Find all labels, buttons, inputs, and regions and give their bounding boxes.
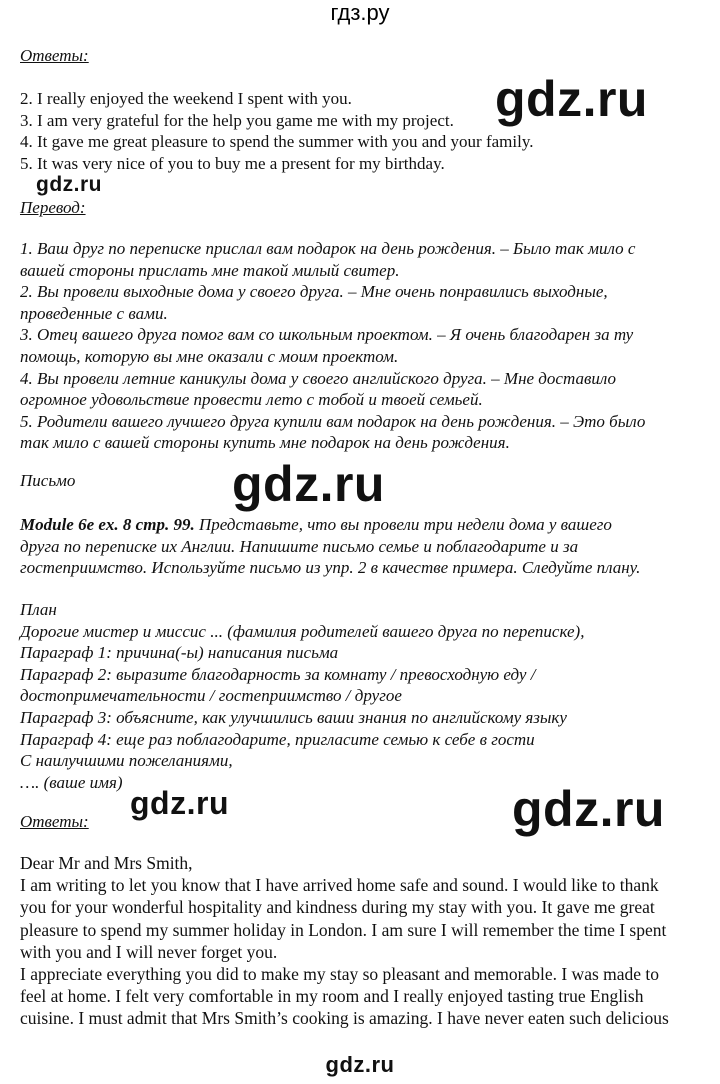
watermark: gdz.ru xyxy=(512,781,665,837)
site-footer: gdz.ru xyxy=(325,1052,395,1077)
answer-item: 5. It was very nice of you to buy me a present for my birthday. xyxy=(20,153,445,173)
letter-line: I appreciate everything you did to make my stay so pleasant and memorable. I was made to xyxy=(20,964,660,985)
plan-line: Параграф 3: объясните, как улучшились ваши знания по английскому языку xyxy=(20,707,567,727)
plan-line: Параграф 2: выразите благодарность за комнату / превосходную еду / xyxy=(20,664,536,684)
letter-line: pleasure to spend my summer holiday in London. I am sure I will remember the time I spent xyxy=(20,919,667,940)
letter-line: you for your wonderful hospitality and kindness during my stay with you. It gave me great xyxy=(20,897,655,918)
translation-line: 2. Вы провели выходные дома у своего друга. – Мне очень понравились выходные, xyxy=(20,282,608,302)
letter-label: Письмо xyxy=(20,471,76,490)
translation-line: 4. Вы провели летние каникулы дома у своего английского друга. – Мне доставило xyxy=(20,368,616,388)
plan-line: С наилучшими пожеланиями, xyxy=(20,751,233,771)
translation-line: огромное удовольствие провести лето с тобой и твоей семьей. xyxy=(20,390,483,410)
letter-line: cuisine. I must admit that Mrs Smith’s cooking is amazing. I have never eaten such delicious xyxy=(20,1008,669,1029)
plan-block xyxy=(20,599,584,793)
answer-item: 3. I am very grateful for the help you game me with my project. xyxy=(20,110,454,130)
answers-list xyxy=(20,88,533,174)
plan-line: Параграф 1: причина(-ы) написания письма xyxy=(20,643,339,663)
plan-line: План xyxy=(20,600,57,619)
letter-line: I am writing to let you know that I have arrived home safe and sound. I would like to thank xyxy=(20,875,659,896)
letter-line: with you and I will never forget you. xyxy=(20,941,278,962)
translation-line: 3. Отец вашего друга помог вам со школьным проектом. – Я очень благодарен за ту xyxy=(20,325,634,345)
watermark: gdz.ru xyxy=(36,173,102,196)
site-header: гдз.ру xyxy=(330,0,390,25)
translation-line: вашей стороны прислать мне такой милый свитер. xyxy=(20,260,400,280)
translation-line: помощь, которую вы мне оказали с моим проектом. xyxy=(20,346,399,366)
letter-line: Dear Mr and Mrs Smith, xyxy=(20,853,193,873)
watermark: gdz.ru xyxy=(232,456,385,512)
answers-heading: Ответы: xyxy=(20,812,89,831)
plan-line: достопримечательности / гостеприимство / другое xyxy=(20,686,402,706)
answer-item: 2. I really enjoyed the weekend I spent with you. xyxy=(20,89,352,108)
translation-line: 1. Ваш друг по переписке прислал вам подарок на день рождения. – Было так мило с xyxy=(20,239,636,258)
translation-heading: Перевод: xyxy=(20,198,86,217)
plan-line: Дорогие мистер и миссис ... (фамилия родителей вашего друга по переписке), xyxy=(20,621,585,641)
watermark: gdz.ru xyxy=(130,785,229,821)
watermark: gdz.ru xyxy=(495,71,648,127)
letter-line: feel at home. I felt very comfortable in my room and I really enjoyed tasting true English xyxy=(20,986,644,1007)
answers-heading: Ответы: xyxy=(20,46,89,65)
translation-line: 5. Родители вашего лучшего друга купили вам подарок на день рождения. – Это было xyxy=(20,411,646,431)
task-text: друга по переписке их Англии. Напишите письмо семье и поблагодарите и за xyxy=(20,536,579,556)
task-text: гостеприимство. Используйте письмо из упр. 2 в качестве примера. Следуйте плану. xyxy=(20,558,641,578)
plan-line: …. (ваше имя) xyxy=(20,772,123,792)
task-reference: Module 6e ex. 8 стр. 99. xyxy=(20,515,195,534)
answer-item: 4. It gave me great pleasure to spend the summer with you and your family. xyxy=(20,132,534,152)
translation-line: проведенные с вами. xyxy=(20,303,168,323)
translation-line: так мило с вашей стороны купить мне подарок на день рождения. xyxy=(20,433,510,453)
letter-body xyxy=(20,852,669,1030)
task-text: Представьте, что вы провели три недели дома у вашего xyxy=(194,515,612,534)
translation-block xyxy=(20,238,645,454)
task-description xyxy=(20,514,640,579)
plan-line: Параграф 4: еще раз поблагодарите, пригласите семью к себе в гости xyxy=(20,729,535,749)
